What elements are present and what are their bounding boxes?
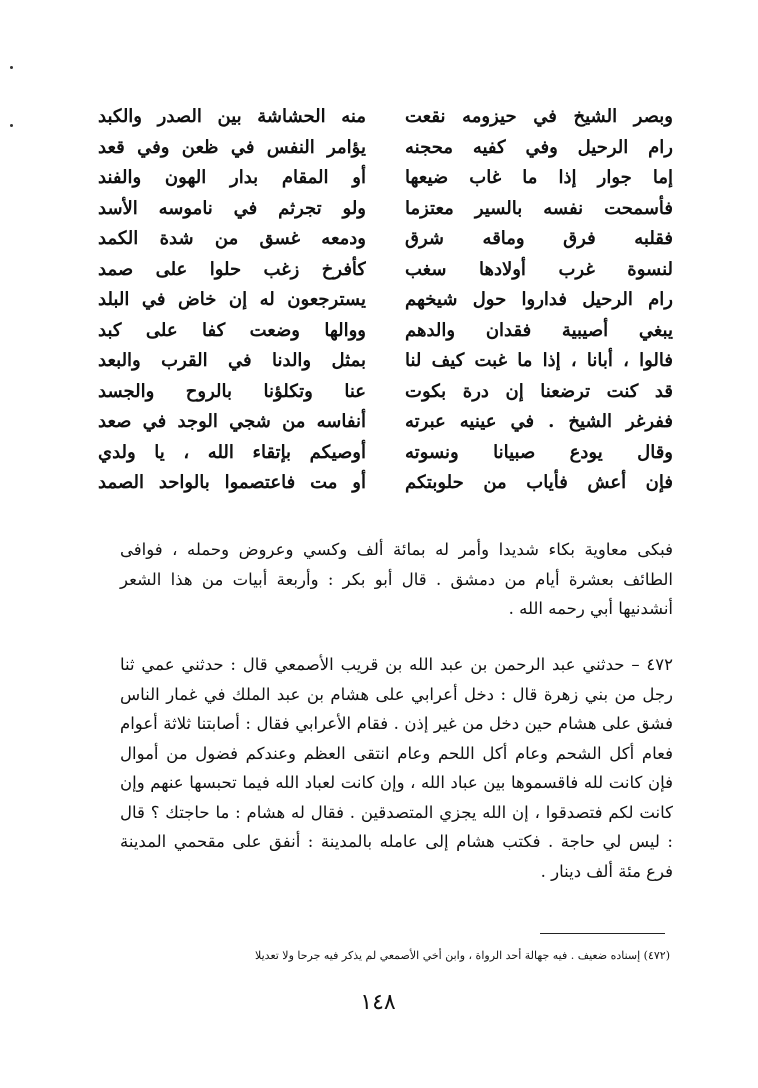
hemistich: عنا وتكلؤنا بالروح والجسد [98, 380, 366, 402]
hemistich: ودمعه غسق من شدة الكمد [98, 228, 366, 249]
hemistich: فإن أعش فأياب من حلوبتكم [405, 472, 673, 493]
hemistich: ففرغر الشيخ . في عينيه عبرته [405, 411, 673, 432]
poem-first-hemistichs [405, 102, 673, 499]
hemistich: ووالها وضعت كفا على كبد [98, 319, 366, 341]
poem-second-hemistichs [98, 102, 366, 499]
scan-mark [10, 66, 13, 69]
hemistich: كأفرخ زغب حلوا على صمد [98, 258, 366, 280]
narrative-paragraph [120, 535, 673, 624]
paragraph-text: ٤٧٢ – حدثني عبد الرحمن بن عبد الله بن قريب الأصمعي قال : حدثني عمي ثنا رجل من بني زهرة قال : دخل أعرابي على هشام بن عبد الملك في غمار الناس فشق على هشام حين دخل من غير إذن . فقام الأعرابي فقال : أصابتنا ثلاثة أعوام فعام أكل الشحم وعام أكل اللحم وعام انتقى العظم وعندكم فضول من أموال فإن كانت لله فاقسموها بين عباد الله ، وإن كانت لعباد الله فيما تحبسها عنهم وإن كانت لكم فتصدقوا ، إن الله يجزي المتصدقين . فقال له هشام : ما حاجتك ؟ قال : ليس لي حاجة . فكتب هشام إلى عامله بالمدينة : أنفق على مقحمي المدينة فرع مئة ألف دينار . [120, 655, 673, 881]
hemistich: لنسوة غرب أولادها سغب [405, 258, 673, 280]
hemistich: قد كنت ترضعنا إن درة بكوت [405, 380, 673, 402]
page-number: ١٤٨ [360, 990, 396, 1015]
hemistich: فالوا ، أبانا ، إذا ما غبت كيف لنا [405, 350, 673, 371]
hemistich: يؤامر النفس في ظعن وفي قعد [98, 136, 366, 158]
footnote: (٤٧٢) إسناده ضعيف . فيه جهالة أحد الرواة ، وابن أخي الأصمعي لم يذكر فيه جرحا ولا تعديلا [255, 949, 670, 962]
hemistich: أو مت فاعتصموا بالواحد الصمد [98, 472, 366, 493]
hemistich: وقال يودع صبيانا ونسوته [405, 441, 673, 463]
hemistich: يسترجعون له إن خاض في البلد [98, 289, 366, 310]
hemistich: منه الحشاشة بين الصدر والكبد [98, 106, 366, 127]
hemistich: رام الرحيل وفي كفيه محجنه [405, 136, 673, 158]
hemistich: بمثل والدنا في القرب والبعد [98, 350, 366, 371]
hemistich: ولو تجرثم في ناموسه الأسد [98, 197, 366, 219]
hemistich: فقلبه فرق وماقه شرق [405, 228, 673, 249]
hemistich: وبصر الشيخ في حيزومه نقعت [405, 106, 673, 127]
hemistich: فأسمحت نفسه بالسير معتزما [405, 197, 673, 219]
hemistich: أنفاسه من شجي الوجد في صعد [98, 411, 366, 432]
paragraph-text: فبكى معاوية بكاء شديدا وأمر له بمائة ألف وكسي وعروض وحمله ، فوافى الطائف بعشرة أيام من دمشق . قال أبو بكر : وأربعة أبيات من هذا الشعر أنشدنيها أبي رحمه الله . [120, 540, 673, 618]
hemistich: يبغي أصيبية فقدان والدهم [405, 319, 673, 341]
poem-block [98, 102, 673, 527]
hemistich: أو المقام بدار الهون والفند [98, 167, 366, 188]
footnote-divider [540, 933, 665, 934]
scan-mark [10, 124, 13, 127]
hadith-472-paragraph [120, 650, 673, 886]
hemistich: إما جوار إذا ما غاب ضيعها [405, 167, 673, 188]
hemistich: رام الرحيل فداروا حول شيخهم [405, 289, 673, 310]
hemistich: أوصيكم بإتقاء الله ، يا ولدي [98, 441, 366, 463]
